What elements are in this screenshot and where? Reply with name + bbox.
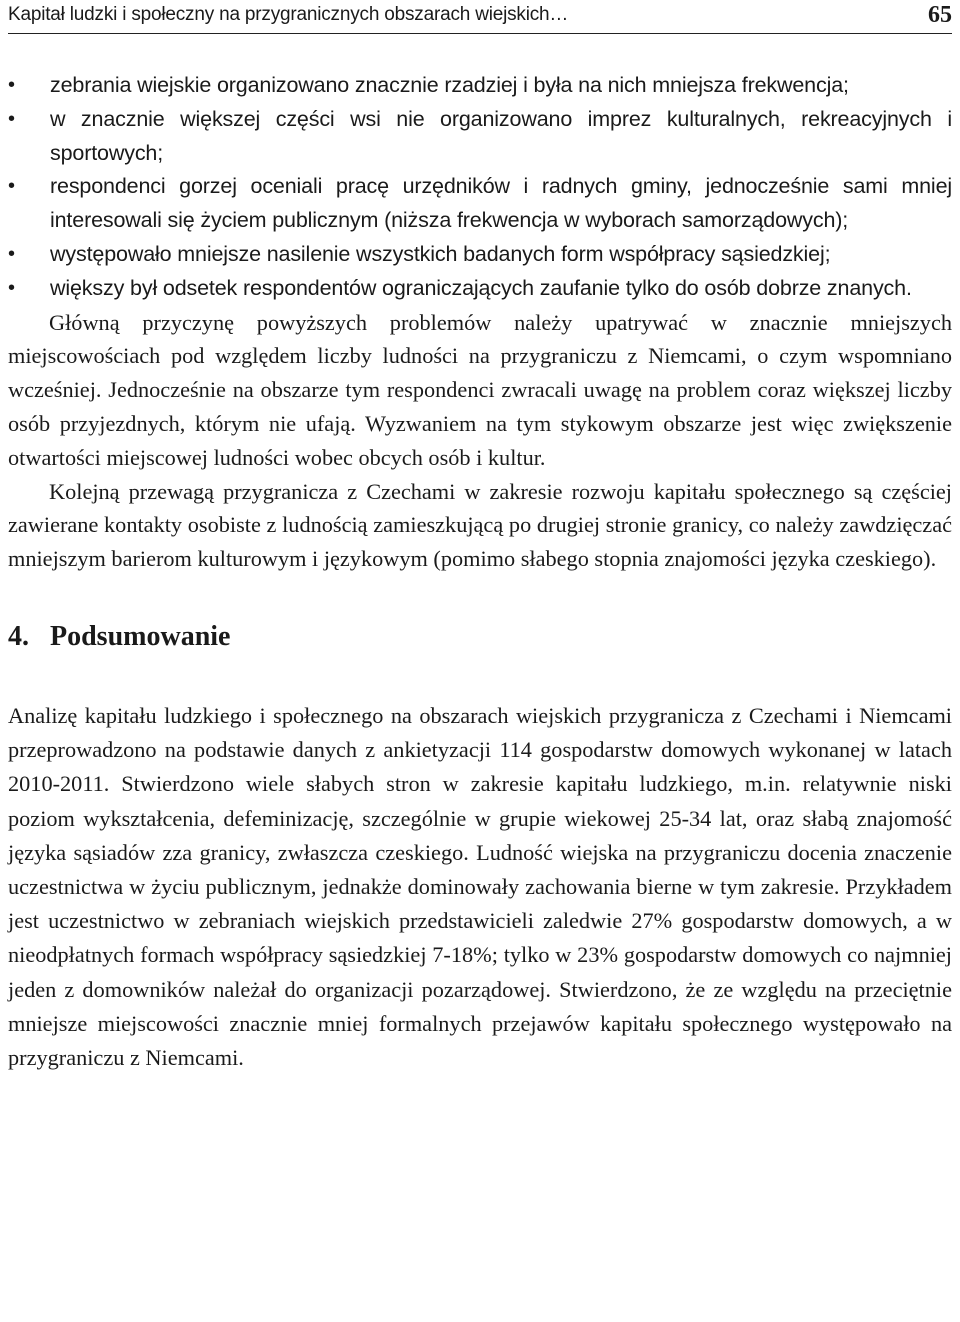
bullet-list [8, 69, 952, 306]
bullet-icon: • [8, 74, 15, 96]
section-title: Podsumowanie [50, 620, 231, 652]
summary-paragraph: Analizę kapitału ludzkiego i społecznego na obszarach wiejskich przygranicza z Czechami i Niemcami przeprowadzono na podstawie danych z ankietyzacji 114 gospodarstw domowych wykonanej w latach 2010-2011. Stwierdzono wiele słabych stron w zakresie kapitału ludzkiego, m.in. relatywnie niski poziom wykształcenia, defeminizację, szczególnie w grupie wiekowej 25-34 lat, oraz słabą znajomość języka sąsiadów zza granicy, zwłaszcza czeskiego. Ludność wiejska na przygraniczu docenia znaczenie uczestnictwa w życiu publicznym, jednakże dominowały zachowania bierne w tym zakresie. Przykładem jest uczestnictwo w zebraniach wiejskich przedstawicieli zaledwie 27% gospodarstw domowych, a w nieodpłatnych formach współpracy sąsiedzkiej 7-18%; tylko w 23% gospodarstw domowych co najmniej jeden z domowników należał do organizacji pozarządowej. Stwierdzono, że ze względu na przeciętnie mniejsze miejscowości znacznie mniej formalnych przejawów kapitału społecznego występowało na przygraniczu z Niemcami. [8, 702, 952, 1070]
bullet-item [8, 69, 952, 103]
bullet-icon: • [8, 175, 15, 198]
bullet-text: większy był odsetek respondentów ograniczających zaufanie tylko do osób dobrze znanych. [50, 275, 912, 300]
bullet-text: w znacznie większej części wsi nie organizowano imprez kulturalnych, rekreacyjnych i sportowych; [50, 106, 952, 165]
section-number: 4. [8, 620, 29, 652]
bullet-item [8, 238, 952, 272]
running-header [8, 0, 952, 34]
bullet-item [8, 170, 952, 238]
bullet-icon: • [8, 242, 15, 265]
bullet-icon: • [8, 276, 15, 299]
bullet-item [8, 272, 952, 306]
bullet-icon: • [8, 107, 15, 130]
bullet-item [8, 103, 952, 171]
section-heading [8, 619, 952, 655]
running-title: Kapitał ludzki i społeczny na przygranicznych obszarach wiejskich… [8, 4, 569, 25]
bullet-text: respondenci gorzej oceniali pracę urzędników i radnych gminy, jednocześnie sami mniej interesowali się życiem publicznym (niższa frekwencja w wyborach samorządowych); [50, 174, 952, 233]
bullet-text: zebrania wiejskie organizowano znacznie rzadziej i była na nich mniejsza frekwencja; [50, 73, 849, 97]
body-paragraph: Główną przyczynę powyższych problemów należy upatrywać w znacznie mniejszych miejscowościach pod względem liczby ludności na przygraniczu z Niemcami, o czym wspomniano wcześniej. Jednocześnie na obszarze tym respondenci zwracali uwagę na problem coraz większej liczby osób przyjezdnych, którym nie ufają. Wyzwaniem na tym stykowym obszarze jest więc zwiększenie otwartości miejscowej ludności wobec obcych osób i kultur. [8, 309, 952, 470]
page-number: 65 [928, 2, 952, 28]
body-paragraph: Kolejną przewagą przygranicza z Czechami w zakresie rozwoju kapitału społecznego są częściej zawierane kontakty osobiste z ludnością zamieszkującą po drugiej stronie granicy, co należy zawdzięczać mniejszym barierom kulturowym i językowym (pomimo słabego stopnia znajomości języka czeskiego). [8, 478, 952, 572]
document-page [8, 0, 952, 1075]
bullet-text: występowało mniejsze nasilenie wszystkich badanych form współpracy sąsiedzkiej; [50, 241, 831, 266]
